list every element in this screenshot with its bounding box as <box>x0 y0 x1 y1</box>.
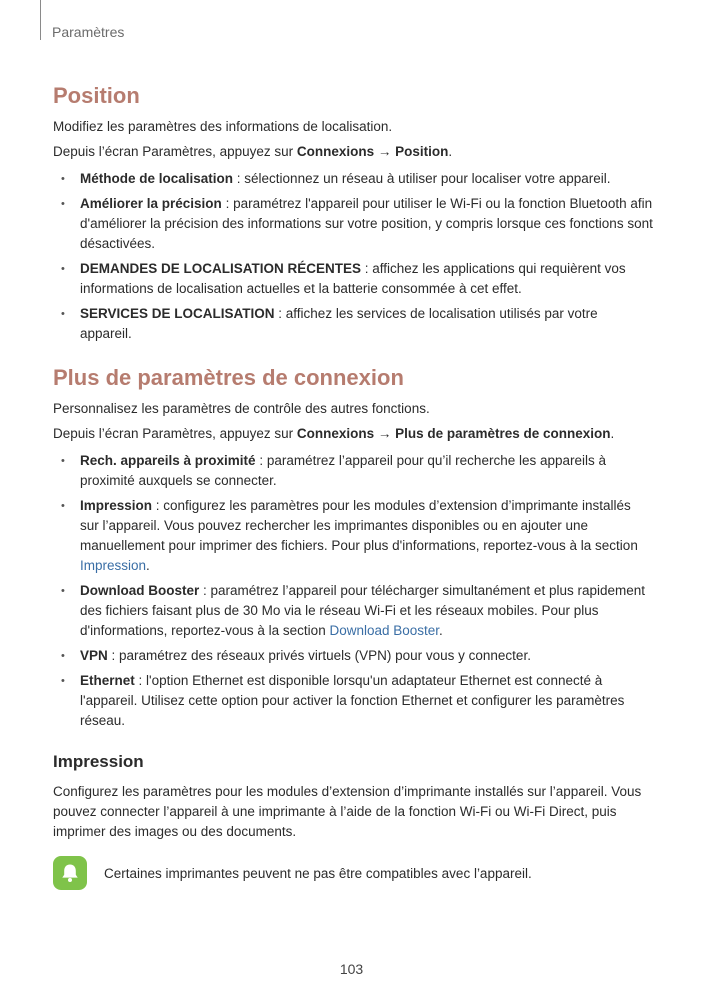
arrow: → <box>374 426 396 441</box>
item-desc: : paramétrez l'appareil pour utiliser le Wi-Fi ou la fonction Bluetooth afin d'améliorer la précision des informations sur votre position, y compris lorsque ces fonctions sont désactivées. <box>80 196 653 251</box>
margin-rule <box>40 0 41 40</box>
item-end: . <box>146 558 150 573</box>
arrow: → <box>374 144 396 159</box>
path-end: . <box>610 426 615 441</box>
more-intro: Personnalisez les paramètres de contrôle des autres fonctions. <box>53 401 430 416</box>
link-impression[interactable]: Impression <box>80 558 147 573</box>
item-term: VPN <box>80 648 108 663</box>
item-term: Méthode de localisation <box>80 171 234 186</box>
item-end: . <box>439 623 443 638</box>
path-more: Plus de paramètres de connexion <box>395 426 611 441</box>
item-desc: : affichez les services de localisation utilisés par votre appareil. <box>80 306 598 341</box>
path-end: . <box>448 144 453 159</box>
list-item <box>53 304 653 344</box>
item-term: SERVICES DE LOCALISATION <box>80 306 275 321</box>
more-list <box>53 451 653 731</box>
position-path <box>53 142 653 162</box>
item-desc: : l'option Ethernet est disponible lorsqu'un adaptateur Ethernet est connecté à l'appareil. Utilisez cette option pour activer la fonction Ethernet et configurer les paramètres réseau. <box>80 673 625 728</box>
note-text: Certaines imprimantes peuvent ne pas être compatibles avec l’appareil. <box>104 865 532 881</box>
list-item <box>53 169 653 189</box>
item-desc: : paramétrez l’appareil pour télécharger simultanément et plus rapidement des fichiers faisant plus de 30 Mo via le réseau Wi-Fi et les réseaux mobiles. Pour plus d'informations, reportez-vous à la section <box>80 583 645 638</box>
section-title-more: Plus de paramètres de connexion <box>53 365 404 390</box>
item-term: DEMANDES DE LOCALISATION RÉCENTES <box>80 261 362 276</box>
item-term: Ethernet <box>80 673 135 688</box>
item-term: Download Booster <box>80 583 200 598</box>
list-item <box>53 496 653 576</box>
list-item <box>53 671 653 731</box>
list-item <box>53 581 653 641</box>
list-item <box>53 451 653 491</box>
item-desc: : configurez les paramètres pour les modules d’extension d’imprimante installés sur l’appareil. Vous pouvez rechercher les imprimantes disponibles ou en ajouter une manuellement pour imprimer des fichiers. Pour plus d'informations, reportez-vous à la section <box>80 498 638 553</box>
link-download-booster[interactable]: Download Booster <box>329 623 440 638</box>
running-header: Paramètres <box>52 24 125 40</box>
path-connexions: Connexions <box>296 426 375 441</box>
path-prefix: Depuis l’écran Paramètres, appuyez sur <box>53 144 297 159</box>
item-desc: : paramétrez l’appareil pour qu’il recherche les appareils à proximité auxquels se connecter. <box>80 453 607 488</box>
list-item <box>53 646 653 666</box>
item-desc: : paramétrez des réseaux privés virtuels (VPN) pour vous y connecter. <box>107 648 531 663</box>
page-content <box>53 82 653 890</box>
item-desc: : sélectionnez un réseau à utiliser pour localiser votre appareil. <box>233 171 611 186</box>
path-connexions: Connexions <box>296 144 375 159</box>
bell-icon <box>53 856 87 890</box>
item-term: Impression <box>80 498 153 513</box>
subsection-title-impression: Impression <box>53 752 144 771</box>
item-desc: : affichez les applications qui requièrent vos informations de localisation actuelles et la batterie consommée à cet effet. <box>80 261 626 296</box>
position-list <box>53 169 653 344</box>
list-item <box>53 259 653 299</box>
item-term: Améliorer la précision <box>80 196 222 211</box>
path-position: Position <box>395 144 449 159</box>
path-prefix: Depuis l’écran Paramètres, appuyez sur <box>53 426 297 441</box>
page-number: 103 <box>339 961 364 977</box>
position-intro: Modifiez les paramètres des informations de localisation. <box>53 119 393 134</box>
more-path <box>53 424 653 444</box>
impression-body: Configurez les paramètres pour les modules d’extension d’imprimante installés sur l’appareil. Vous pouvez connecter l’appareil à une imprimante à l’aide de la fonction Wi-Fi ou Wi-Fi Direct, puis imprimer des images ou des documents. <box>53 784 642 839</box>
item-term: Rech. appareils à proximité <box>80 453 256 468</box>
section-title-position: Position <box>53 83 140 108</box>
list-item <box>53 194 653 254</box>
note-box <box>53 856 653 890</box>
